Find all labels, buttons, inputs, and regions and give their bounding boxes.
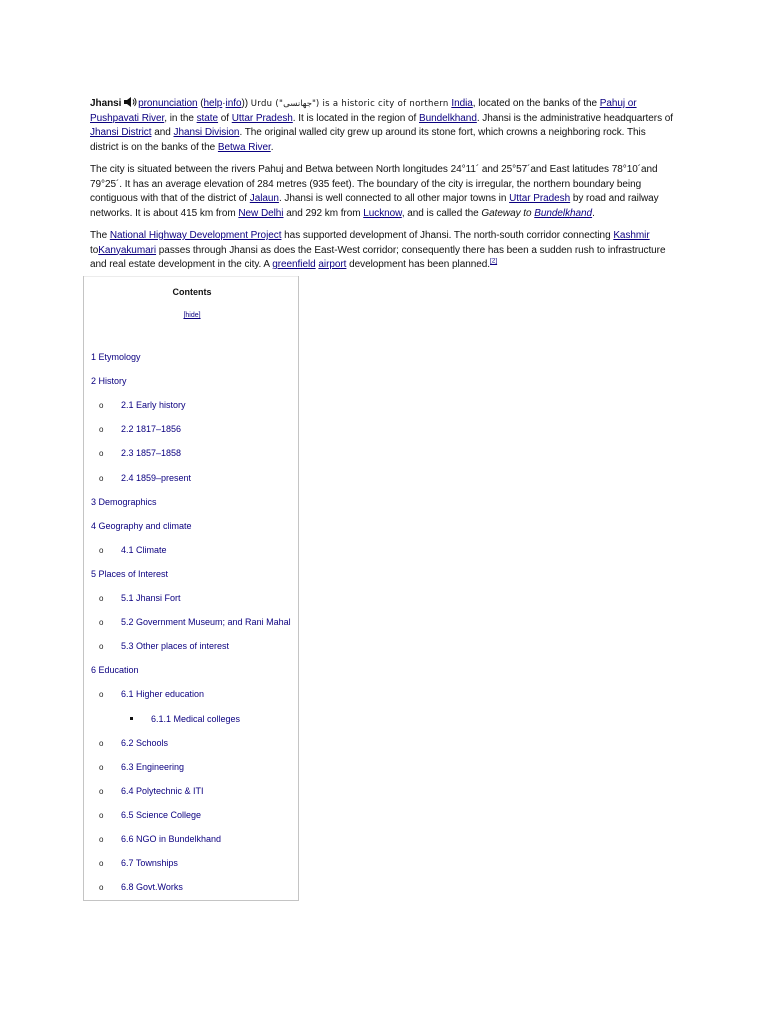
speaker-icon[interactable]	[124, 97, 138, 107]
uttar-pradesh-link[interactable]: Uttar Pradesh	[509, 193, 571, 204]
text: . The original walled city grew up around its stone fort, which crowns a neighboring rock. This district is on the banks of the	[90, 127, 646, 153]
nhdp-link[interactable]: National Highway Development Project	[109, 230, 282, 241]
text: to	[90, 244, 99, 256]
text: . Jhansi is the administrative headquarters of	[476, 112, 673, 124]
toc-bullet: o	[99, 859, 104, 868]
toc-bullet: o	[99, 425, 104, 434]
pronunciation-link[interactable]: pronunciation	[138, 98, 198, 109]
article-title: Jhansi	[90, 98, 122, 109]
toc-bullet: o	[99, 811, 104, 820]
text: . Jhansi is well connected to all other major towns in	[278, 193, 510, 204]
text: . It is located in the region of	[292, 112, 419, 124]
jhansi-district-link[interactable]: Jhansi District	[90, 127, 152, 138]
text: .	[270, 141, 274, 153]
toc-item[interactable]: 6.6 NGO in Bundelkhand	[121, 834, 222, 844]
help-link[interactable]: help	[203, 98, 223, 109]
toc-item[interactable]: 4 Geography and climate	[91, 521, 192, 531]
toc-item[interactable]: 6.1 Higher education	[121, 689, 205, 699]
toc-bullet: o	[99, 449, 104, 458]
toc-item[interactable]: 6.1.1 Medical colleges	[151, 714, 241, 724]
toc-item[interactable]: 6.7 Townships	[121, 858, 178, 868]
toc-bullet: o	[99, 642, 104, 651]
text: of	[218, 112, 232, 124]
info-link[interactable]: info	[225, 98, 242, 109]
toc-bullet: o	[99, 690, 104, 699]
betwa-river-link[interactable]: Betwa River	[217, 141, 271, 153]
text: .	[592, 207, 595, 219]
toc-item[interactable]: 5.2 Government Museum; and Rani Mahal	[121, 617, 291, 627]
jhansi-division-link[interactable]: Jhansi Division	[173, 127, 240, 138]
new-delhi-link[interactable]: New Delhi	[238, 207, 284, 219]
text: has supported development of Jhansi. The north-south corridor connecting	[281, 230, 614, 241]
text: The	[90, 230, 110, 241]
kashmir-link[interactable]: Kashmir	[613, 230, 650, 241]
toc-item[interactable]: 6.8 Govt.Works	[121, 882, 183, 892]
separator: ·	[222, 98, 226, 109]
toc-item[interactable]: 1 Etymology	[91, 352, 141, 362]
greenfield-link[interactable]: greenfield	[272, 259, 316, 270]
toc-bullet: o	[99, 401, 104, 410]
text: (	[197, 98, 204, 109]
toc-bullet: o	[99, 474, 104, 483]
toc-bullet: o	[99, 883, 104, 892]
text: , and is called the	[401, 207, 482, 219]
toc-item[interactable]: 6.2 Schools	[121, 738, 169, 748]
toc-item[interactable]: 5 Places of Interest	[91, 569, 169, 579]
infrastructure-paragraph	[90, 229, 674, 273]
uttar-pradesh-link[interactable]: Uttar Pradesh	[231, 112, 293, 124]
gateway-text: Gateway to	[481, 207, 535, 219]
airport-link[interactable]: airport	[318, 259, 347, 270]
geography-paragraph	[90, 163, 674, 221]
toc-item[interactable]: 3 Demographics	[91, 497, 157, 507]
text: The city is situated between the rivers Pahuj and Betwa between North longitudes 24°11´ and 25°57´and East latitudes 78°10´and 79°25´. It has an average elevation of 284 metres (935 feet). The boundary of the city is irregular, the northern boundary being contiguous with that of the district of	[90, 164, 658, 204]
toc-item[interactable]: 4.1 Climate	[121, 545, 167, 555]
toc-bullet: o	[99, 763, 104, 772]
toc-bullet-square	[130, 717, 133, 720]
urdu-script: جھانسی	[283, 99, 312, 109]
toc-item[interactable]: 6.3 Engineering	[121, 762, 185, 772]
india-link[interactable]: India	[451, 98, 473, 109]
urdu-label: Urdu ("	[250, 99, 284, 109]
toc-bullet: o	[99, 739, 104, 748]
reference-link[interactable]: [2]	[490, 257, 498, 265]
toc-hide-link[interactable]: [hide]	[183, 312, 201, 319]
toc-item[interactable]: 6 Education	[91, 665, 139, 675]
toc-bullet: o	[99, 618, 104, 627]
toc-title: Contents	[172, 287, 212, 297]
text: and 292 km from	[283, 207, 364, 219]
text: and	[151, 127, 174, 138]
bundelkhand-link[interactable]: Bundelkhand	[419, 112, 477, 124]
toc-item[interactable]: 2.2 1817–1856	[121, 424, 182, 434]
pahuj-river-link[interactable]: Pahuj or Pushpavati River	[90, 98, 637, 124]
toc-hide-toggle[interactable]	[84, 312, 300, 319]
state-link[interactable]: state	[196, 112, 219, 124]
kanyakumari-link[interactable]: Kanyakumari	[98, 244, 157, 256]
toc-item[interactable]: 2.4 1859–present	[121, 473, 192, 483]
urdu-description: ") is a historic city of northern	[311, 99, 449, 109]
toc-item[interactable]: 5.1 Jhansi Fort	[121, 593, 181, 603]
text: , in the	[164, 112, 197, 124]
intro-paragraph	[90, 97, 674, 155]
text: , located on the banks of the	[472, 98, 600, 109]
text: development has been planned.	[346, 259, 491, 270]
text: ))	[241, 98, 251, 109]
text: by road and railway networks. It is about 415 km from	[90, 193, 659, 219]
table-of-contents	[83, 276, 299, 901]
toc-bullet: o	[99, 787, 104, 796]
toc-bullet: o	[99, 546, 104, 555]
toc-item[interactable]: 6.5 Science College	[121, 810, 202, 820]
toc-item[interactable]: 2.1 Early history	[121, 400, 186, 410]
toc-item[interactable]: 2 History	[91, 376, 127, 386]
text: passes through Jhansi as does the East-West corridor; consequently there has been a sudden rush to infrastructure and real estate development in the city. A	[90, 244, 666, 270]
toc-item[interactable]: 2.3 1857–1858	[121, 448, 182, 458]
toc-item[interactable]: 5.3 Other places of interest	[121, 641, 230, 651]
toc-bullet: o	[99, 835, 104, 844]
toc-bullet: o	[99, 594, 104, 603]
toc-item[interactable]: 6.4 Polytechnic & ITI	[121, 786, 204, 796]
lucknow-link[interactable]: Lucknow	[363, 207, 402, 219]
jalaun-link[interactable]: Jalaun	[249, 193, 279, 204]
bundelkhand-link[interactable]: Bundelkhand	[534, 207, 593, 219]
